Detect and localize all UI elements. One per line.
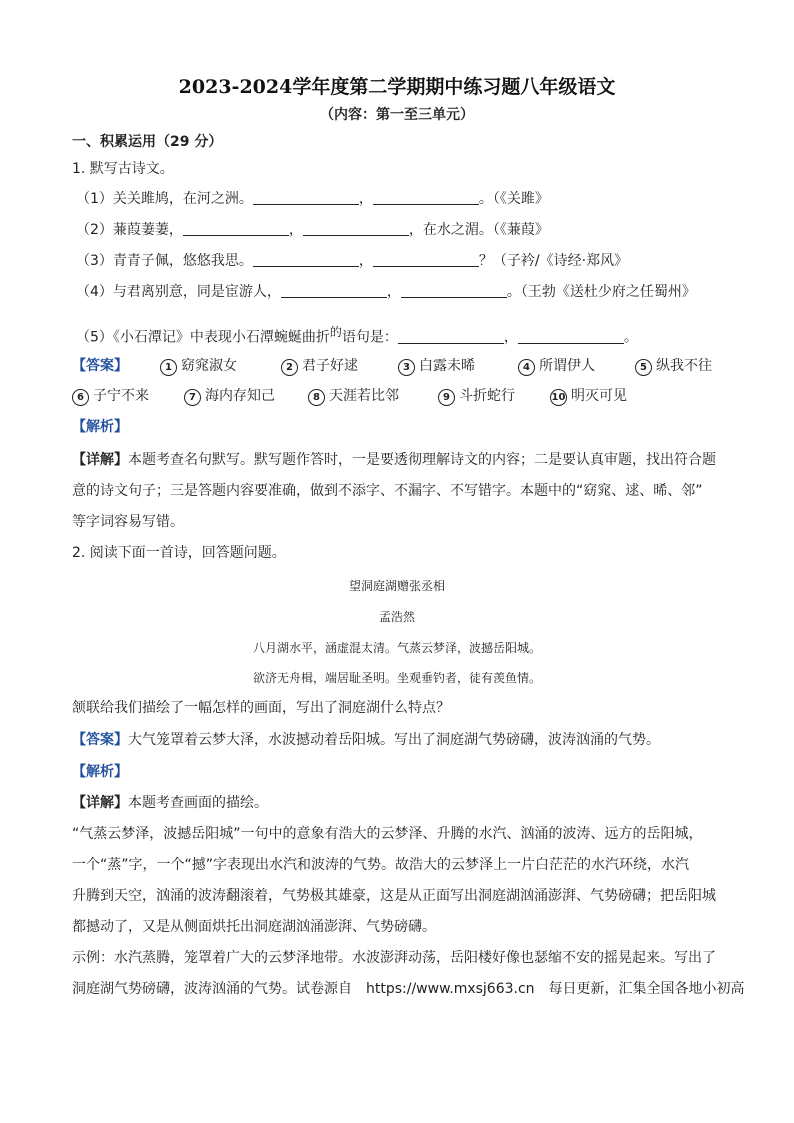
q1-detail-line-1 — [72, 450, 716, 470]
detail-label: 【详解】 — [72, 452, 128, 468]
document-subtitle: （内容：第一至三单元） — [320, 107, 474, 123]
q1-item-1-sep: ， — [358, 191, 373, 207]
circled-number-10: 10 — [550, 389, 567, 406]
analysis-label: 【解析】 — [72, 764, 128, 780]
circled-number-7: 7 — [184, 389, 201, 406]
question-2-stem: 2. 阅读下面一首诗，回答题问题。 — [72, 545, 286, 561]
q1-item-1 — [76, 189, 549, 209]
q1-item-2-sep: ， — [288, 222, 303, 238]
q1-item-5-prefix: （5）《小石潭记》中表现小石潭蜿蜒曲折 — [76, 329, 330, 346]
circled-number-2: 2 — [281, 359, 298, 376]
q1-item-4 — [76, 282, 696, 302]
q1-item-3-prefix: （3）青青子佩，悠悠我思。 — [76, 253, 253, 269]
q1-detail-line-2: 意的诗文句子；三是答题内容要准确，做到不添字、不漏字、不写错字。本题中的“窈窕、逑、晞、邻” — [72, 483, 703, 499]
q1-item-5-prefix-2: 语句是： — [341, 329, 398, 346]
detail-text: 本题考查画面的描绘。 — [128, 795, 268, 811]
q1-item-2-prefix: （2）蒹葭萋萋， — [76, 222, 183, 238]
q1-item-1-prefix: （1）关关雎鸠，在河之洲。 — [76, 191, 253, 207]
question-1-stem: 1. 默写古诗文。 — [72, 161, 174, 177]
q1-item-5-superscript: 的 — [329, 325, 342, 339]
q1-item-3 — [76, 251, 628, 271]
answer-blank[interactable] — [253, 252, 359, 267]
circled-number-4: 4 — [518, 359, 535, 376]
circled-number-9: 9 — [438, 389, 455, 406]
q2-paragraph-line-2: 一个“蒸”字，一个“撼”字表现出水汽和波涛的气势。故浩大的云梦泽上一片白茫茫的水汽环绕，水汽 — [72, 857, 690, 873]
answer-item — [72, 386, 149, 406]
answer-text: 所谓伊人 — [539, 358, 595, 374]
circled-number-6: 6 — [72, 389, 89, 406]
q2-detail — [72, 793, 268, 813]
q1-item-5-sep: ， — [503, 329, 518, 346]
circled-number-3: 3 — [398, 359, 415, 376]
q1-item-4-prefix: （4）与君离别意，同是宦游人， — [76, 284, 281, 300]
answer-item — [398, 356, 475, 376]
answer-text: 大气笼罩着云梦大泽，水波撼动着岳阳城。写出了洞庭湖气势磅礴，波涛汹涌的气势。 — [128, 732, 660, 748]
q2-paragraph-line-1: “气蒸云梦泽，波撼岳阳城”一句中的意象有浩大的云梦泽、升腾的水汽、汹涌的波涛、远方的岳阳城， — [72, 826, 703, 842]
answer-text: 斗折蛇行 — [459, 388, 515, 404]
answer-blank[interactable] — [303, 221, 409, 236]
q2-paragraph-line-4: 都撼动了，又是从侧面烘托出洞庭湖汹涌澎湃、气势磅礴。 — [72, 919, 436, 935]
answer-blank[interactable] — [401, 283, 507, 298]
answer-blank[interactable] — [281, 283, 387, 298]
circled-number-5: 5 — [635, 359, 652, 376]
q1-item-2-source: ，在水之湄。（《蒹葭》 — [408, 222, 549, 238]
answer-item — [550, 386, 627, 406]
q1-item-1-source: 。（《关雎》 — [478, 191, 549, 207]
answer-text: 纵我不往 — [656, 358, 712, 374]
answer-item — [281, 356, 358, 376]
q1-item-4-sep: ， — [386, 284, 401, 300]
q2-question: 颔联给我们描绘了一幅怎样的画面，写出了洞庭湖什么特点？ — [72, 700, 450, 716]
q1-item-2 — [76, 220, 549, 240]
answer-item — [160, 356, 237, 376]
document-title: 2023-2024学年度第二学期期中练习题八年级语文 — [178, 76, 616, 98]
answer-item — [518, 356, 595, 376]
q2-paragraph-line-3: 升腾到天空，汹涌的波涛翻滚着，气势极其雄豪，这是从正面写出洞庭湖汹涌澎湃、气势磅礴；把岳阳城 — [72, 888, 716, 904]
q1-item-5 — [76, 322, 638, 348]
q1-item-3-source: ？（子衿/《诗经·郑风》 — [478, 253, 629, 269]
q2-example-line-2: 洞庭湖气势磅礴，波涛汹涌的气势。试卷源自 https://www.mxsj663.cn 每日更新，汇集全国各地小初高 — [72, 981, 745, 997]
analysis-label: 【解析】 — [72, 419, 128, 435]
answer-item — [438, 386, 515, 406]
answer-label: 【答案】 — [72, 732, 128, 748]
answer-text: 海内存知己 — [205, 388, 275, 404]
detail-label: 【详解】 — [72, 795, 128, 811]
circled-number-8: 8 — [308, 389, 325, 406]
answer-text: 明灭可见 — [571, 388, 627, 404]
answer-item — [635, 356, 712, 376]
q1-detail-line-3: 等字词容易写错。 — [72, 514, 184, 530]
poem-line-1: 八月湖水平，涵虚混太清。气蒸云梦泽，波撼岳阳城。 — [252, 641, 541, 655]
answer-text: 子宁不来 — [93, 388, 149, 404]
q1-item-5-end: 。 — [623, 329, 638, 346]
answer-blank[interactable] — [518, 329, 624, 344]
answer-blank[interactable] — [253, 190, 359, 205]
answer-text: 白露未晞 — [419, 358, 475, 374]
circled-number-1: 1 — [160, 359, 177, 376]
q1-answer-row-1 — [72, 356, 732, 376]
answer-item — [184, 386, 275, 406]
answer-text: 窈窕淑女 — [181, 358, 237, 374]
poem-title: 望洞庭湖赠张丞相 — [348, 579, 445, 593]
answer-label: 【答案】 — [72, 358, 128, 374]
q1-item-3-sep: ， — [358, 253, 373, 269]
q2-example-line-1: 示例：水汽蒸腾，笼罩着广大的云梦泽地带。水波澎湃动荡，岳阳楼好像也瑟缩不安的摇晃起来。写出了 — [72, 950, 716, 966]
section-heading: 一、积累运用（29 分） — [72, 134, 223, 150]
answer-text: 君子好逑 — [302, 358, 358, 374]
answer-blank[interactable] — [373, 252, 479, 267]
answer-blank[interactable] — [373, 190, 479, 205]
answer-text: 天涯若比邻 — [329, 388, 399, 404]
poem-author: 孟浩然 — [378, 610, 415, 624]
q2-answer — [72, 730, 660, 750]
answer-item — [308, 386, 399, 406]
poem-line-2: 欲济无舟楫，端居耻圣明。坐观垂钓者，徒有羡鱼情。 — [252, 671, 541, 685]
detail-text: 本题考查名句默写。默写题作答时，一是要透彻理解诗文的内容；二是要认真审题，找出符合题 — [128, 452, 716, 468]
q1-item-4-source: 。（王勃《送杜少府之任蜀州》 — [506, 284, 696, 300]
answer-blank[interactable] — [183, 221, 289, 236]
answer-blank[interactable] — [398, 329, 504, 344]
